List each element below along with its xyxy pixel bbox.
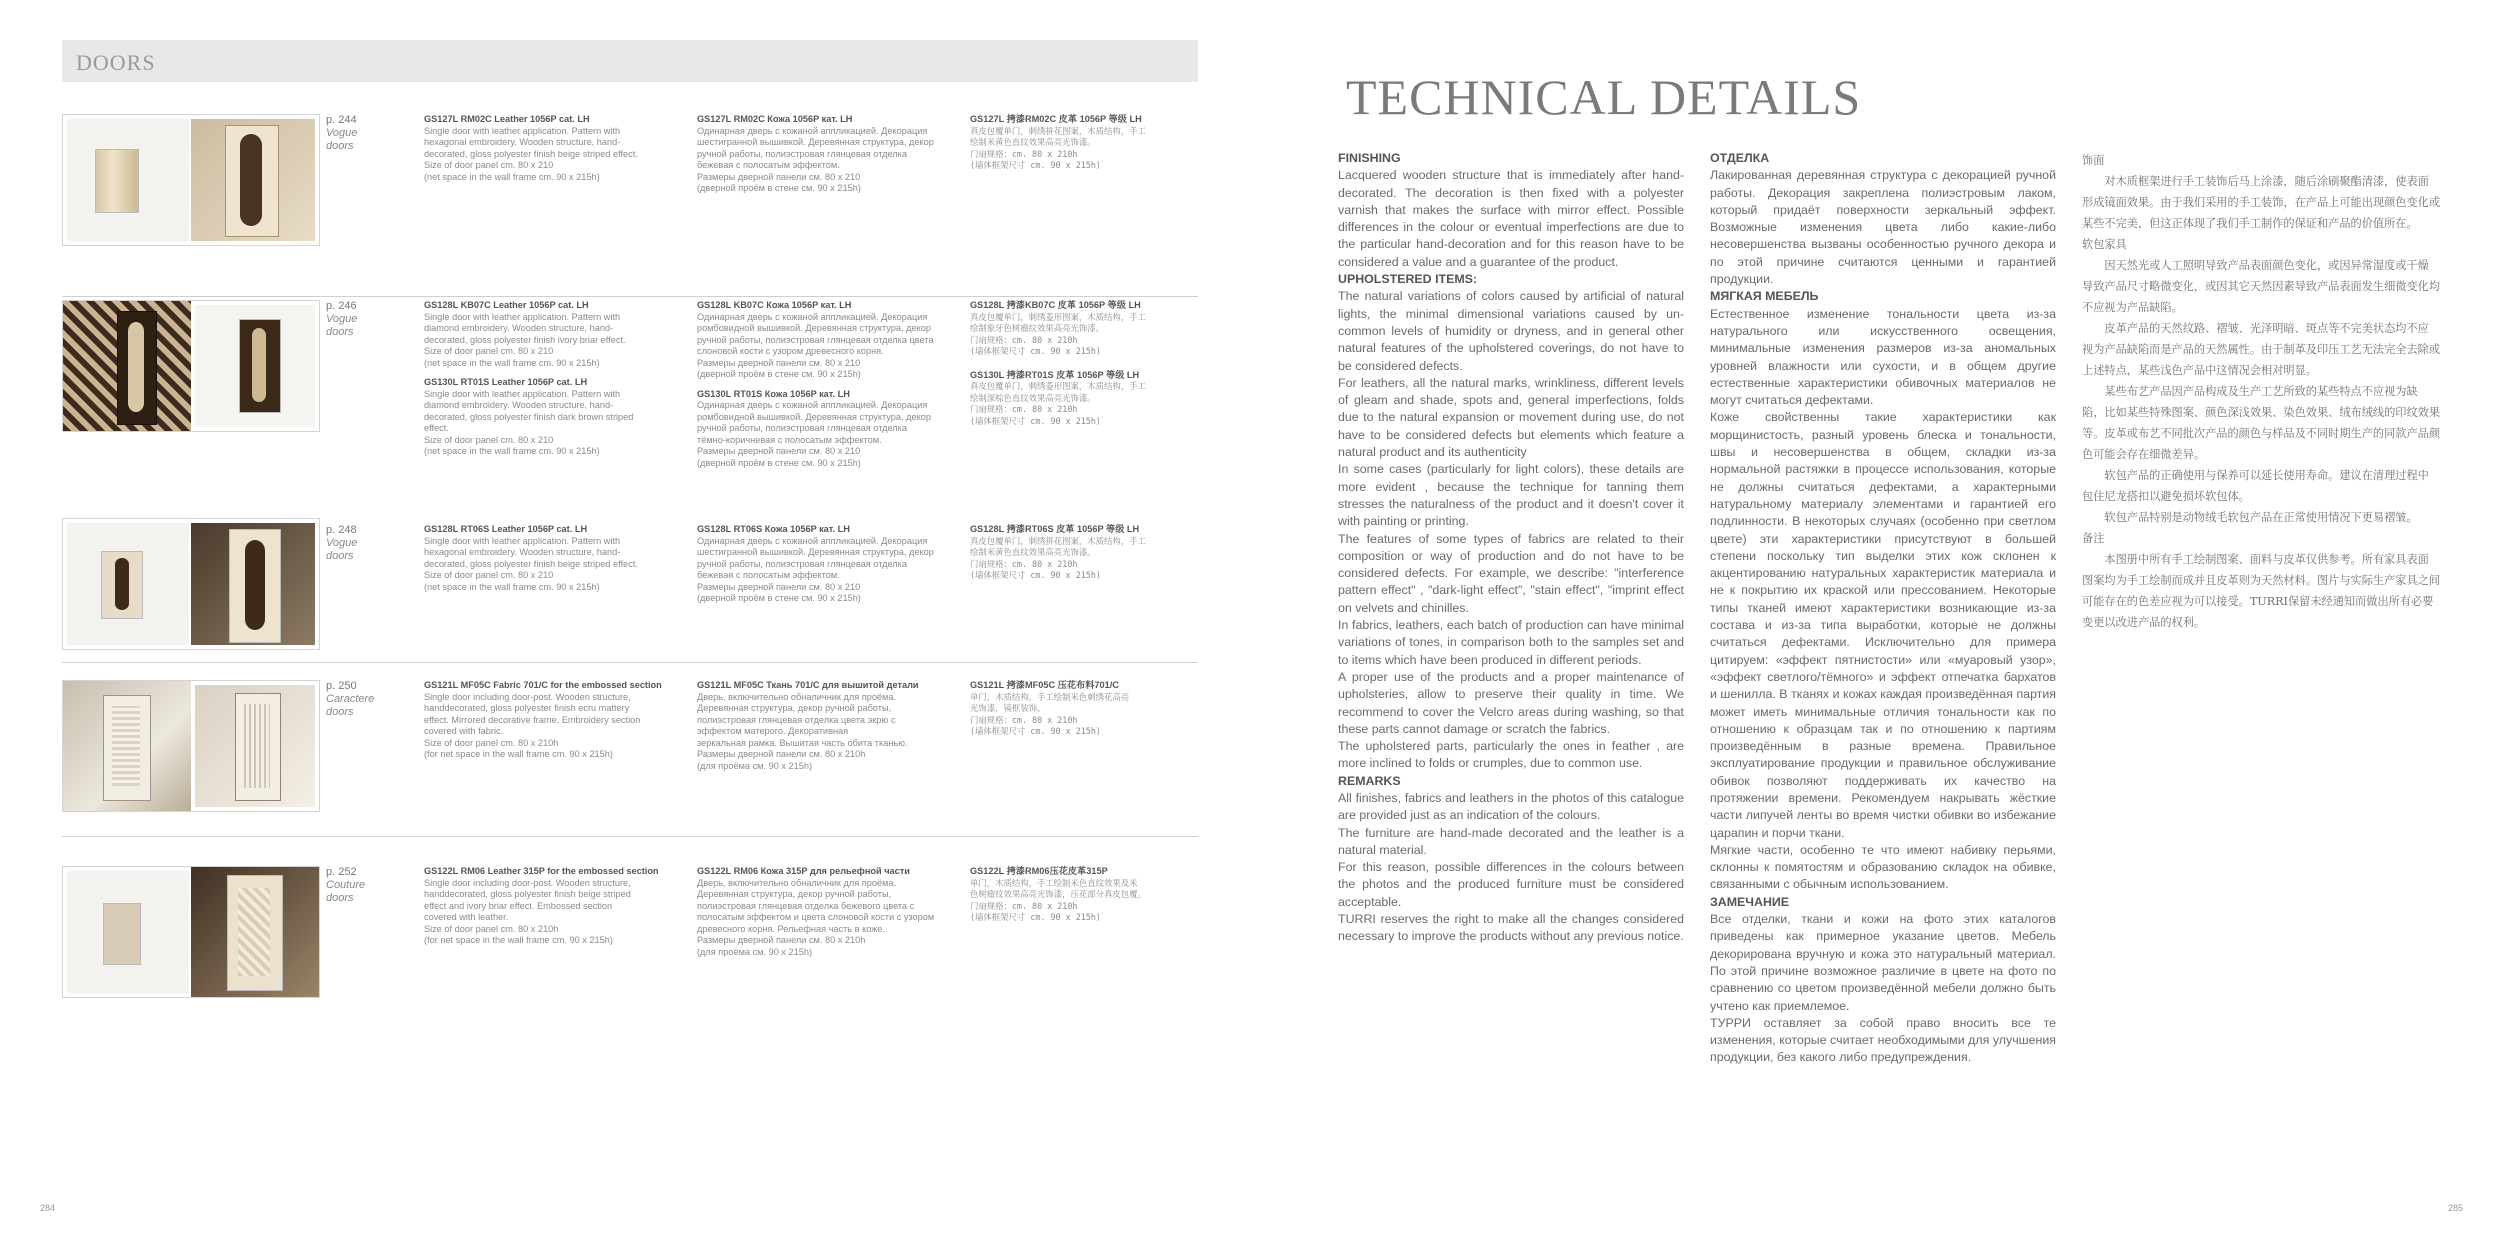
catalog-page-left	[67, 871, 189, 993]
row-divider	[62, 662, 1198, 663]
description-en: GS128L KB07C Leather 1056P cat. LH Single door with leather application. Pattern with diamond embroidery. Wooden structure, hand- decorated, gloss polyester finish ivory briar effect. Size of door panel cm. 80 x 210 (net space in the wall frame cm. 90 x 215h) GS130L RT01S Leather 1056P cat. LH Single door with leather application. Pattern with diamond embroidery. Wooden structure, hand- decorated, gloss polyester finish dark brown striped effect. Size of door panel cm. 80 x 210 (net space in the wall frame cm. 90 x 215h)	[424, 300, 634, 456]
section-heading: МЯГКАЯ МЕБЕЛЬ	[1710, 289, 1819, 304]
catalog-thumbnail	[62, 300, 320, 432]
catalog-thumbnail	[62, 114, 320, 246]
catalog-thumbnail	[62, 866, 320, 998]
door-detail-photo	[195, 685, 315, 807]
row-divider	[62, 836, 1198, 837]
technical-text-en: FINISHING Lacquered wooden structure that is immediately after hand-decorated. The decoration is then fixed with a polyester varnish that makes the surface with mirror effect. Possible differences in the colour or eventual imperfections are due to the particular hand-decoration and for this reason have to be considered a value and a guarantee of the product. UPHOLSTERED ITEMS: The natural variations of colors caused by artificial of natural lights, the minimal dimensional variations caused by un-common levels of humidity or dryness, and in general other natural features of the upholstered coverings, do not have to be considered defects. For leathers, all the natural marks, wrinkliness, different levels of gleam and shade, spots and, general imperfections, folds due to the natural expansion or movement during use, do not have to be considered defects but elements which feature a natural product and its authenticity In some cases (particularly for light colors), these details are more evident , because the technique for tanning them stresses the naturalness of the product and it doesn't cover it with painting or printing. The features of some types of fabrics are related to their composition or way of production and do not have to be considered defects. For example, we describe: "interference pattern effect" , "dark-light effect", "stain effect", "imprint effect on velvets and chinilles. In fabrics, leathers, each batch of production can have minimal variations of tones, in comparison both to the samples set and to items which have been produced in different periods. A proper use of the products and a proper maintenance of upholsteries, allow to preserve their quality in time. We recommend to cover the Velcro areas during washing, so that these parts cannot damage or scratch the fabrics. The upholstered parts, particularly the ones in feather , are more inclined to folds or crumples, due to common use. REMARKS All finishes, fabrics and leathers in the photos of this catalogue are provided just as an indication of the colours. The furniture are hand-made decorated and the leather is a natural material. For this reason, possible differences in the colours between the photos and the produced furniture must be considered acceptable. TURRI reserves the right to make all the changes considered necessary to improve the products without any previous notice.	[1338, 151, 1684, 944]
description-cn: GS121L 拷漆MF05C 压花布料701/C 单门，木质结构，手工绘制米色刺绣花高亮 光饰漆，镜框装饰。 门扇规格：cm. 80 x 210h (墙体框架尺寸 cm. 90 x 215h)	[970, 680, 1130, 736]
page-reference: p. 248 Vogue doors	[326, 524, 358, 562]
section-heading: 软包家具	[2082, 238, 2127, 251]
section-title: DOORS	[76, 50, 156, 75]
page-reference: p. 250 Caractere doors	[326, 680, 375, 718]
description-cn: GS122L 拷漆RM06压花皮革315P 单门，木质结构，手工绘制米色直纹效果及米 色树瘤纹效果高亮光饰漆，压花部分真皮包覆。 门扇规格：cm. 80 x 210h (墙体框架尺寸 cm. 90 x 215h)	[970, 866, 1146, 922]
section-heading: ОТДЕЛКА	[1710, 151, 1770, 165]
section-heading: FINISHING	[1338, 151, 1401, 165]
door-icon	[235, 693, 281, 801]
description-ru: GS127L RM02C Кожа 1056P кат. LH Одинарная дверь с кожаной аппликацией. Декорация шестигранной вышивкой. Деревянная структура, декор ручной работы, полиэстровая глянцевая отделка бежевая с полосатым эффектом. Размеры дверной панели см. 80 x 210 (дверной проём в стене см. 90 x 215h)	[697, 114, 934, 193]
catalog-page-left	[67, 523, 189, 645]
section-heading: ЗАМЕЧАНИЕ	[1710, 894, 1790, 909]
description-cn: GS128L 拷漆KB07C 皮革 1056P 等级 LH 真皮包覆单门，刺绣菱形图案，木质结构，手工 绘制象牙色树瘤纹效果高亮光饰漆。 门扇规格：cm. 80 x 210h (墙体框架尺寸 cm. 90 x 215h) GS130L 拷漆RT01S 皮革 1056P 等级 LH 真皮包覆单门，刺绣菱形图案，木质结构，手工 绘制深棕色直纹效果高亮光饰漆。 门扇规格：cm. 80 x 210h (墙体框架尺寸 cm. 90 x 215h)	[970, 300, 1146, 426]
door-icon	[103, 903, 141, 965]
description-en: GS121L MF05C Fabric 701/C for the embossed section Single door including door-post. Wooden structure, handdecorated, gloss polyester finish ecru mattery effect. Mirrored decorative frame. Embroidery section covered with fabric. Size of door panel cm. 80 x 210h (for net space in the wall frame cm. 90 x 215h)	[424, 680, 662, 759]
door-icon	[95, 149, 139, 213]
page-number-right: 285	[2448, 1203, 2464, 1213]
door-icon	[227, 875, 283, 991]
door-icon	[117, 311, 157, 425]
section-header-bar	[62, 40, 1198, 82]
section-heading: UPHOLSTERED ITEMS:	[1338, 272, 1478, 287]
door-icon	[225, 125, 279, 237]
catalog-page-left	[67, 119, 189, 241]
page-reference: p. 252 Couture doors	[326, 866, 366, 904]
catalog-thumbnail	[62, 518, 320, 650]
room-photo	[63, 681, 191, 811]
description-ru: GS128L RT06S Кожа 1056P кат. LH Одинарная дверь с кожаной аппликацией. Декорация шестигранной вышивкой. Деревянная структура, декор ручной работы, полиэстровая глянцевая отделка бежевая с полосатым эффектом. Размеры дверной панели см. 80 x 210 (дверной проём в стене см. 90 x 215h)	[697, 524, 934, 603]
description-cn: GS128L 拷漆RT06S 皮革 1056P 等级 LH 真皮包覆单门，刺绣拼花图案，木质结构，手工 绘制米黄色直纹效果高亮光饰漆。 门扇规格：cm. 80 x 210h (墙体框架尺寸 cm. 90 x 215h)	[970, 524, 1146, 580]
technical-text-cn: 饰面 对木质框架进行手工装饰后马上涂漆，随后涂刷聚酯清漆，使表面形成镜面效果。由于我们采用的手工装饰，在产品上可能出现颜色变化或某些不完美，但这正体现了我们手工制作的保证和产品的价值所在。 软包家具 因天然光或人工照明导致产品表面颜色变化，或因异常湿度或干燥导致产品尺寸略微变化，或因其它天然因素导致产品表面发生细微变化均不应视为产品缺陷。 皮革产品的天然纹路、褶皱、光泽明暗、斑点等不完美状态均不应视为产品缺陷而是产品的天然属性。由于制革及印压工艺无法完全去除或上述特点，某些浅色产品中这情况会相对明显。 某些布艺产品因产品构成及生产工艺所致的某些特点不应视为缺陷，比如某些特殊图案、颜色深浅效果、染色效果、绒布绒线的印纹效果等。皮革或布艺不同批次产品的颜色与样品及不同时期生产的同款产品颜色可能会存在细微差异。 软包产品的正确使用与保养可以延长使用寿命。建议在清理过程中包住尼龙搭扣以避免损坏软包体。 软包产品特别是动物绒毛软包产品在正常使用情况下更易褶皱。 备注 本图册中所有手工绘制图案、面料与皮革仅供参考。所有家具表面图案均为手工绘制而成并且皮革则为天然材料。图片与实际生产家具之间可能存在的色差应视为可以接受。TURRI保留未经通知而做出所有必要变更以改进产品的权利。	[2082, 150, 2440, 633]
page-number-left: 284	[40, 1203, 56, 1213]
description-ru: GS122L RM06 Кожа 315P для рельефной части Дверь, включительно обналичник для проёма. Деревянная структура, декор ручной работы, полиэстровая глянцевая отделка бежевого цвета с полосатым эффектом и цвета слоновой кости с узором древесного корня. Рельефная часть в коже. Размеры дверной панели см. 80 x 210h (для проёма см. 90 x 215h)	[697, 866, 935, 957]
page-title: TECHNICAL DETAILS	[1346, 69, 1862, 125]
description-en: GS122L RM06 Leather 315P for the embossed section Single door including door-post. Wooden structure, handdecorated, gloss polyester finish beige striped effect and ivory briar effect. Embossed section covered with leather. Size of door panel cm. 80 x 210h (for net space in the wall frame cm. 90 x 215h)	[424, 866, 659, 945]
description-ru: GS128L KB07C Кожа 1056P кат. LH Одинарная дверь с кожаной аппликацией. Декорация ромбовидной вышивкой. Деревянная структура, декор ручной работы, полиэстровая глянцевая отделка цвета слоновой кости с узором древесного корня. Размеры дверной панели см. 80 x 210 (дверной проём в стене см. 90 x 215h) GS130L RT01S Кожа 1056P кат. LH Одинарная дверь с кожаной аппликацией. Декорация ромбовидной вышивкой. Деревянная структура, декор ручной работы, полиэстровая глянцевая отделка тёмно-коричневая с полосатым эффектом. Размеры дверной панели см. 80 x 210 (дверной проём в стене см. 90 x 215h)	[697, 300, 934, 468]
description-en: GS127L RM02C Leather 1056P cat. LH Single door with leather application. Pattern with hexagonal embroidery. Wooden structure, hand- decorated, gloss polyester finish beige striped effect. Size of door panel cm. 80 x 210 (net space in the wall frame cm. 90 x 215h)	[424, 114, 638, 182]
page-reference: p. 246 Vogue doors	[326, 300, 358, 338]
wall-pattern-photo	[63, 301, 191, 431]
door-photo	[191, 119, 315, 241]
section-heading: 备注	[2082, 532, 2105, 545]
description-ru: GS121L MF05C Ткань 701/C для вышитой детали Дверь, включительно обналичник для проёма. Деревянная структура, декор ручной работы, полиэстровая глянцевая отделка цвета экрю с эффектом матерого. Декоративная зеркальная рамка. Вышитая часть обита тканью. Размеры дверной панели см. 80 x 210h (для проёма см. 90 x 215h)	[697, 680, 919, 771]
page-reference: p. 244 Vogue doors	[326, 114, 358, 152]
section-heading: 饰面	[2082, 154, 2105, 167]
row-divider	[62, 296, 1198, 297]
door-icon	[229, 529, 281, 643]
door-photo	[191, 523, 315, 645]
catalog-page-right	[195, 305, 315, 427]
door-icon	[101, 551, 143, 619]
section-heading: REMARKS	[1338, 773, 1401, 788]
catalog-thumbnail	[62, 680, 320, 812]
description-cn: GS127L 拷漆RM02C 皮革 1056P 等级 LH 真皮包覆单门，刺绣拼花图案，木质结构，手工 绘制米黄色直纹效果高亮光饰漆。 门扇规格：cm. 80 x 210h (墙体框架尺寸 cm. 90 x 215h)	[970, 114, 1146, 170]
technical-text-ru: ОТДЕЛКА Лакированная деревянная структура с декорацией ручной работы. Декорация закреплена полиэстровым лаком, который придаёт поверхности зеркальный эффект. Возможные изменения цвета либо какие-либо несовершенства вызваны особенностью ручного декора и по этой причине считаются ценными и гарантией продукции. МЯГКАЯ МЕБЕЛЬ Естественное изменение тональности цвета из-за натурального или искусственного освещения, минимальные изменения размеров из-за аномальных уровней влажности или сухости, и в общем другие естественные характеристики обивочных материалов не могут считаться дефектами. Коже свойственны такие характеристики как морщинистость, разный уровень блеска и тональности, швы и несовершенства в общем, складки из-за нормальной растяжки в процессе использования, которые не должны считаться дефектами, а характерными натуральному материалу элементами и гарантией его подлинности. В некоторых случаях (особенно при светлом цвете) эти характеристики присутствуют в большей степени поскольку тип выделки этих кож склонен к акцентированию натуральных характеристик материала и не к покрытию их краской или прессованием. Некоторые типы тканей имеют характеристики возникающие из-за состава и из-за типа выработки, которые не должны считаться дефектами. Исключительно для примера цитируем: «эффект пятнистости» или «муаровый узор», «эффект светлого/тёмного» и эффект отпечатка бархатов и шенилла. В тканях и кожах каждая произведённая партия может иметь минимальные отличия тональности как по отношению к образцам так и по отношению к партиям произведённым в разные времена. Правильное эксплуатирование продукции и правильное обслуживание обивок позволяют поддерживать их качество на протяжении времени. Рекомендуем накрывать жёсткие части липучей ленты во время чистки обивки во избежание царапин и порчи ткани. Мягкие части, особенно те что имеют набивку перьями, склонны к помятостям и образованию складок на обивке, связанными с обычным использованием. ЗАМЕЧАНИЕ Все отделки, ткани и кожи на фото этих каталогов приведены как примерное указание цветов. Мебель декорирована вручную и кожа это натуральный материал. По этой причине возможное различие в цвете на фото по сравнению со цветом произведённой мебели должно быть учтено как приемлемое. ТУРРИ оставляет за собой право вносить все те изменения, которые считает необходимыми для улучшения продукции, без какого либо предупреждения.	[1710, 151, 2056, 1065]
door-icon	[103, 695, 151, 801]
door-photo	[191, 867, 319, 997]
door-icon	[239, 319, 281, 413]
description-en: GS128L RT06S Leather 1056P cat. LH Single door with leather application. Pattern with hexagonal embroidery. Wooden structure, hand- decorated, gloss polyester finish beige striped effect. Size of door panel cm. 80 x 210 (net space in the wall frame cm. 90 x 215h)	[424, 524, 638, 592]
